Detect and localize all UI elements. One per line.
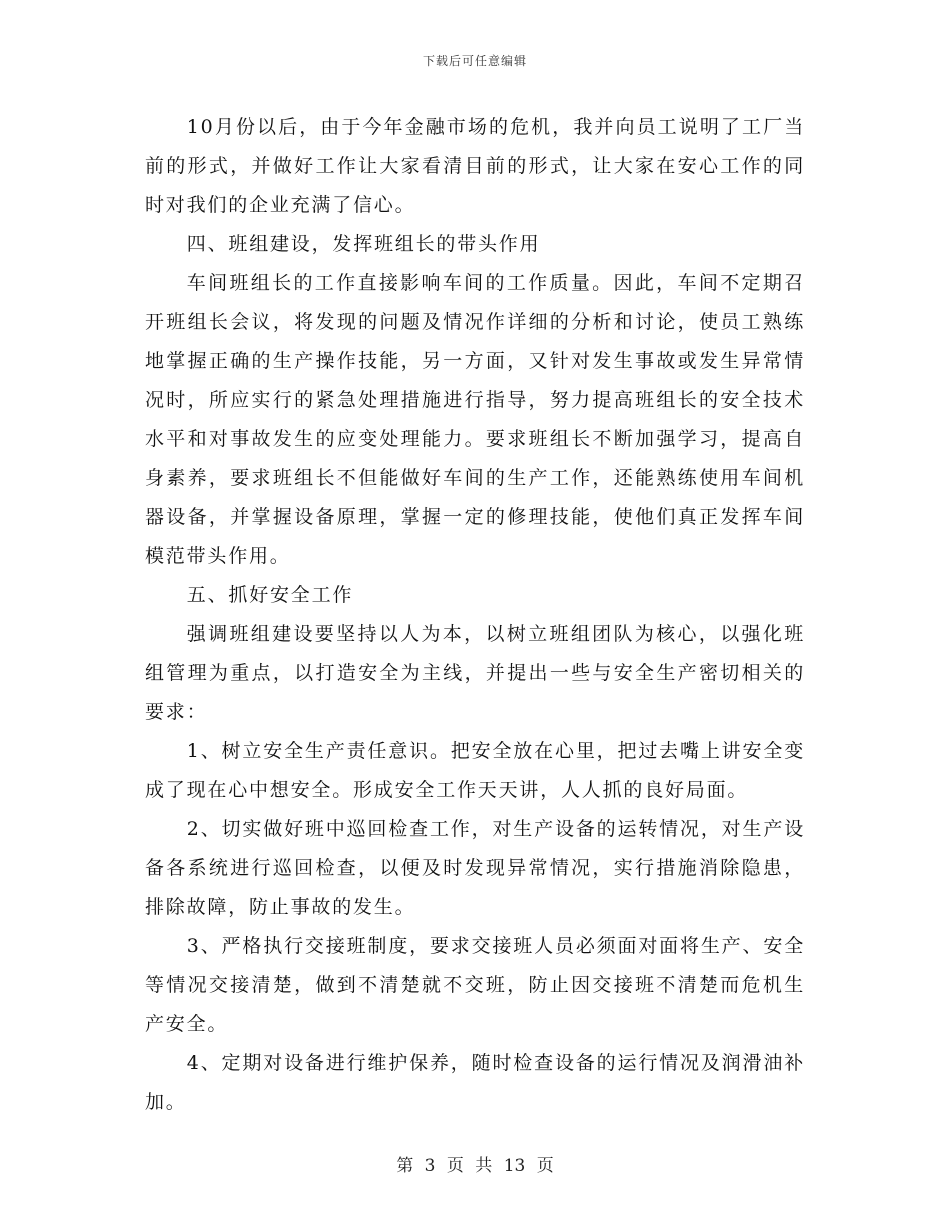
document-body: [145, 108, 805, 1122]
paragraph: 10月份以后，由于今年金融市场的危机，我并向员工说明了工厂当前的形式，并做好工作让大家看清目前的形式，让大家在安心工作的同时对我们的企业充满了信心。: [145, 116, 805, 216]
paragraph: 车间班组长的工作直接影响车间的工作质量。因此，车间不定期召开班组长会议，将发现的问题及情况作详细的分析和讨论，使员工熟练地掌握正确的生产操作技能，另一方面，又针对发生事故或发生异常情况时，所应实行的紧急处理措施进行指导，努力提高班组长的安全技术水平和对事故发生的应变处理能力。要求班组长不断加强学习，提高自身素养，要求班组长不但能做好车间的生产工作，还能熟练使用车间机器设备，并掌握设备原理，掌握一定的修理技能，使他们真正发挥车间模范带头作用。: [145, 272, 805, 567]
page-number: 第 3 页 共 13 页: [396, 1156, 554, 1176]
list-item: 3、严格执行交接班制度，要求交接班人员必须面对面将生产、安全等情况交接清楚，做到不清楚就不交班，防止因交接班不清楚而危机生产安全。: [145, 935, 805, 1035]
list-item: 1、树立安全生产责任意识。把安全放在心里，把过去嘴上讲安全变成了现在心中想安全。形成安全工作天天讲，人人抓的良好局面。: [145, 740, 805, 801]
section-heading: 四、班组建设，发挥班组长的带头作用: [186, 233, 541, 255]
list-item: 4、定期对设备进行维护保养，随时检查设备的运行情况及润滑油补加。: [145, 1052, 805, 1113]
list-item: 2、切实做好班中巡回检查工作，对生产设备的运转情况，对生产设备各系统进行巡回检查，以便及时发现异常情况，实行措施消除隐患，排除故障，防止事故的发生。: [145, 818, 805, 918]
paragraph: 强调班组建设要坚持以人为本，以树立班组团队为核心，以强化班组管理为重点，以打造安全为主线，并提出一些与安全生产密切相关的要求：: [145, 623, 805, 723]
section-heading: 五、抓好安全工作: [186, 584, 354, 606]
page-header: 下载后可任意编辑: [422, 54, 527, 68]
